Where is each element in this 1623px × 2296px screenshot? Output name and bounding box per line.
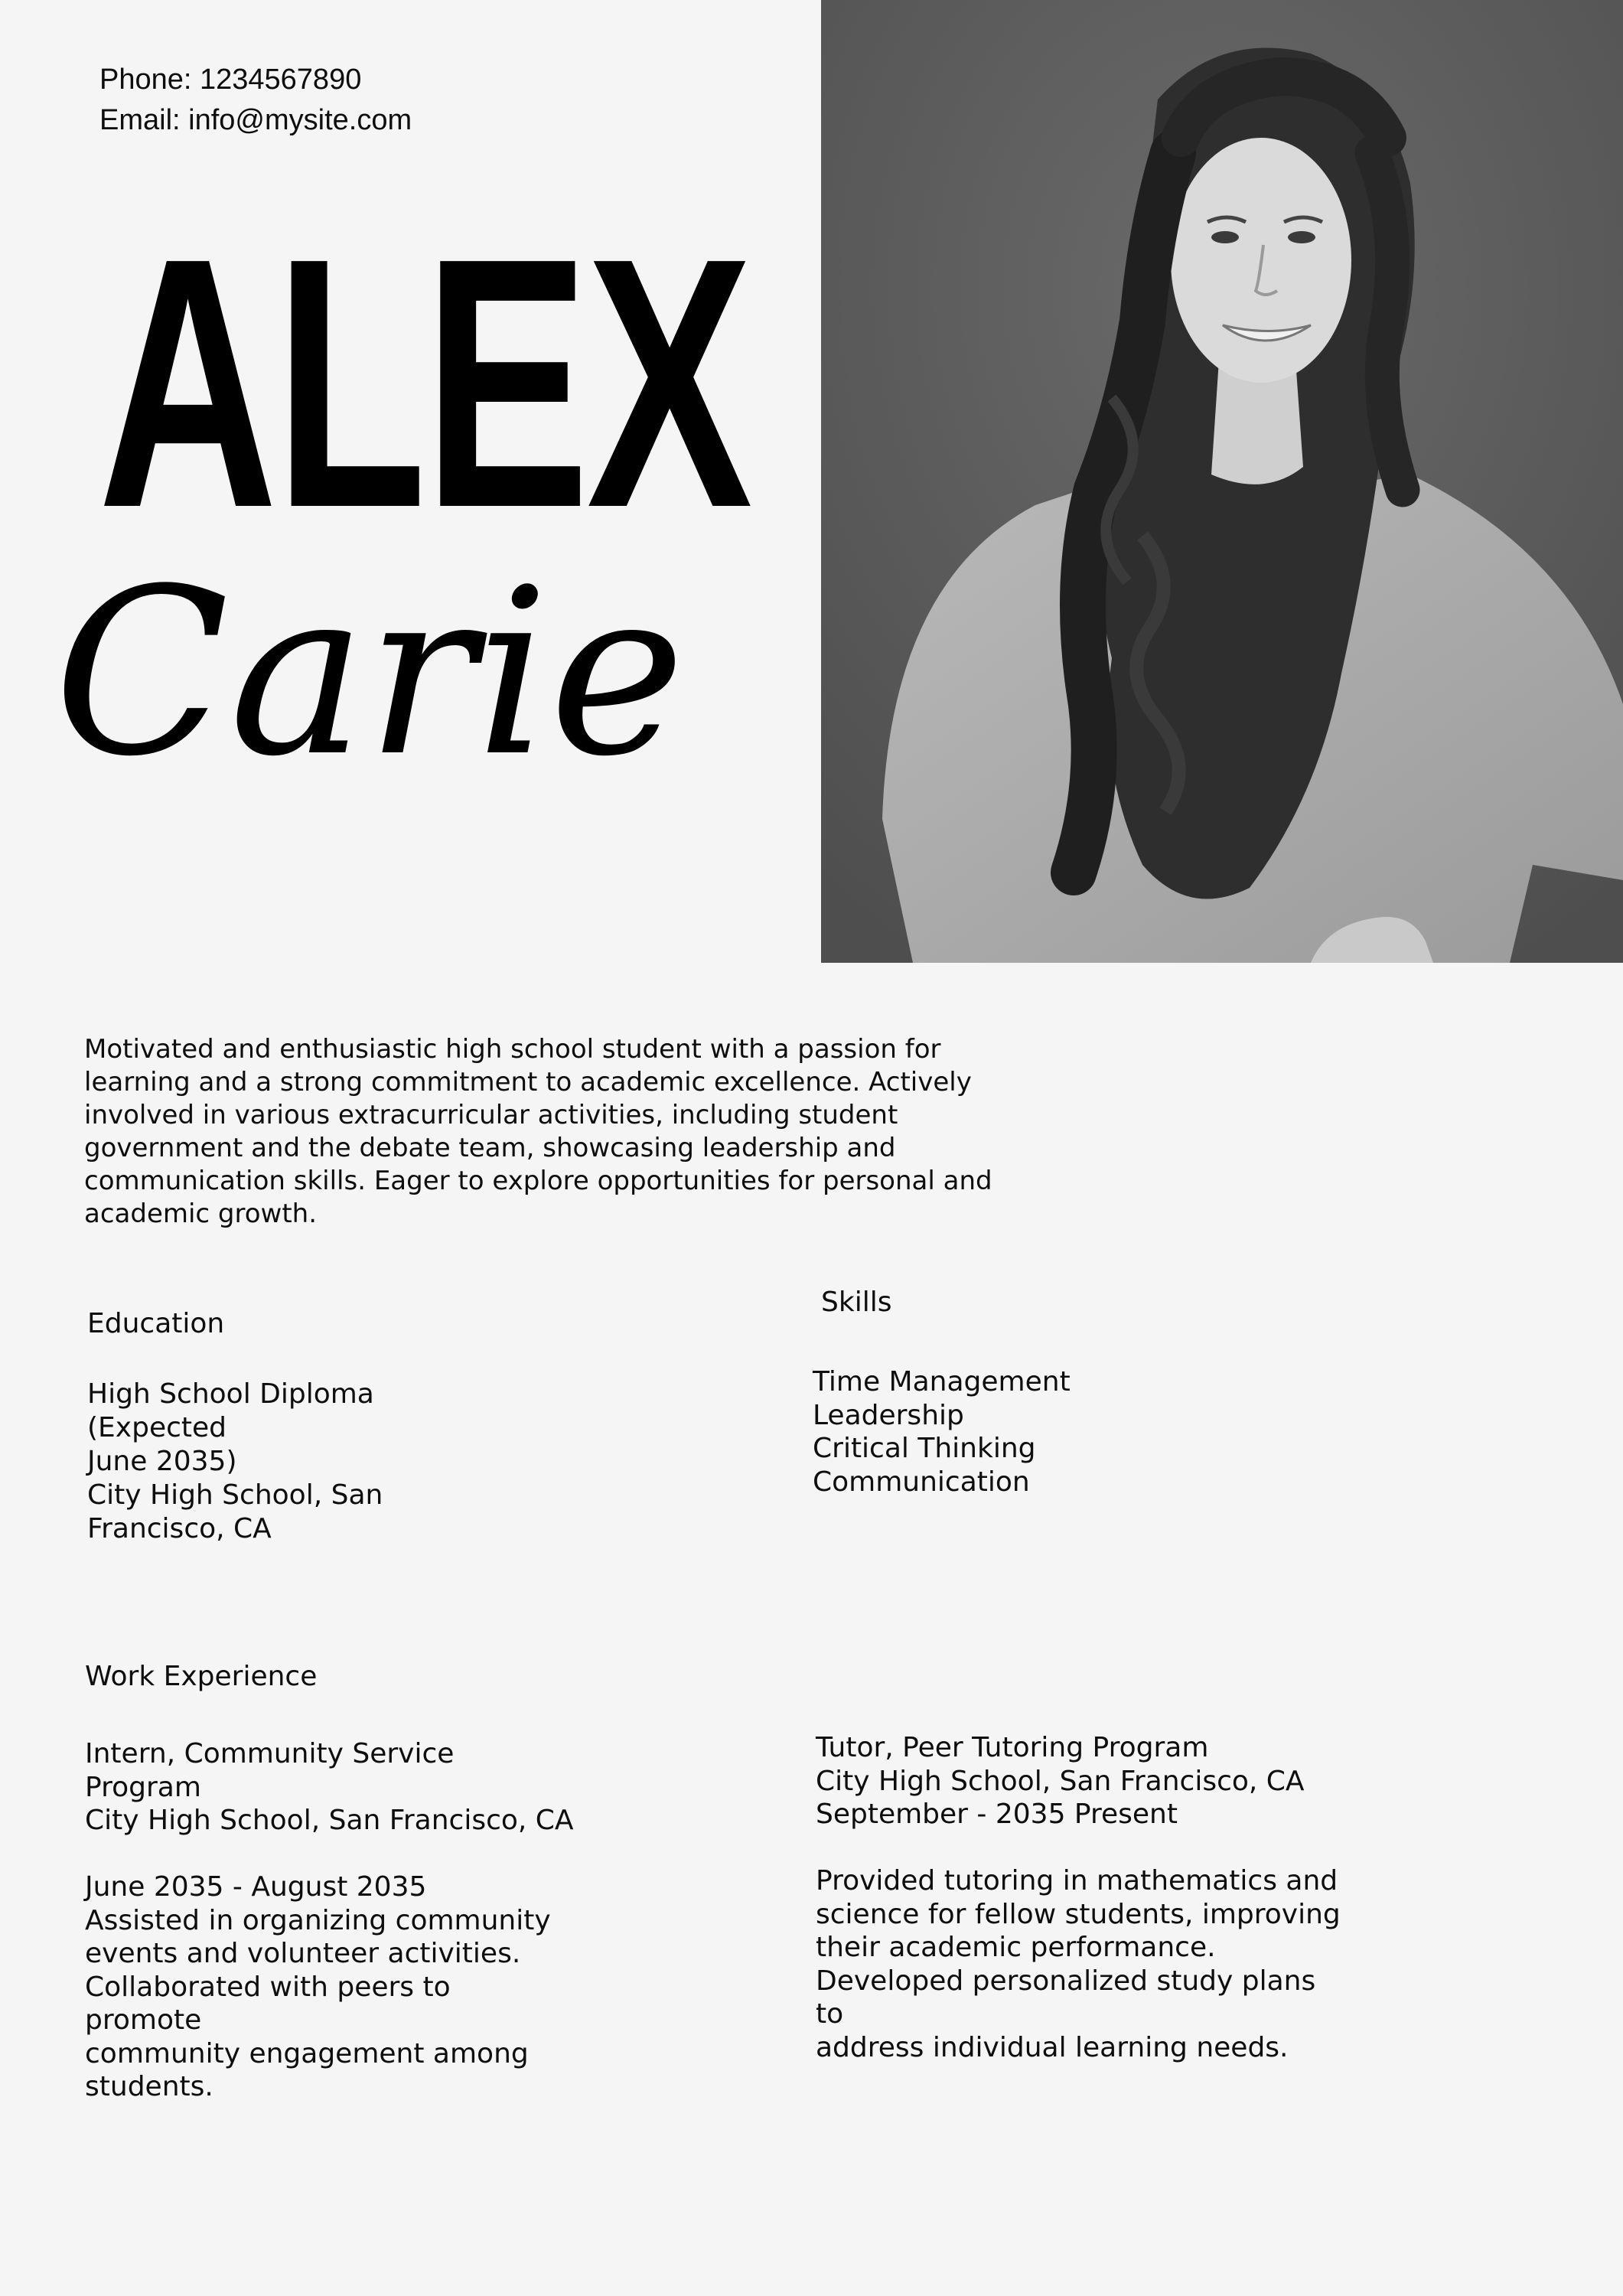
portrait-illustration	[821, 0, 1623, 963]
job-description-line: Developed personalized study plans to	[816, 1965, 1325, 2030]
phone-text: Phone: 1234567890	[99, 64, 362, 96]
first-name-heading: ALEX	[98, 184, 750, 582]
skill-item: Leadership	[813, 1399, 964, 1431]
last-name-script: Carie	[54, 540, 686, 807]
contact-info	[99, 60, 412, 141]
job-description-line: Collaborated with peers to promote	[85, 1971, 460, 2036]
skills-list	[813, 1365, 1071, 1499]
profile-photo	[821, 0, 1623, 963]
job-description-line: address individual learning needs.	[816, 2031, 1289, 2063]
job-organization: City High School, San Francisco, CA	[816, 1765, 1305, 1797]
education-line: City High School, San	[87, 1479, 383, 1511]
job-organization: City High School, San Francisco, CA	[85, 1805, 574, 1836]
email-text: Email: info@mysite.com	[99, 104, 412, 136]
job-description-line: Provided tutoring in mathematics and	[816, 1865, 1338, 1896]
job-description-line: community engagement among	[85, 2037, 529, 2069]
job-entry-intern	[85, 1737, 575, 2104]
skills-heading: Skills	[821, 1287, 892, 1318]
education-heading: Education	[87, 1308, 225, 1339]
job-title: Tutor, Peer Tutoring Program	[816, 1732, 1209, 1763]
job-description-line: their academic performance.	[816, 1932, 1216, 1963]
education-details	[87, 1378, 516, 1546]
job-description-line: Assisted in organizing community	[85, 1904, 551, 1936]
skill-item: Communication	[813, 1466, 1030, 1498]
skill-item: Critical Thinking	[813, 1433, 1036, 1464]
education-line: Francisco, CA	[87, 1513, 272, 1544]
job-description-line: science for fellow students, improving	[816, 1898, 1341, 1930]
job-description-line: students.	[85, 2071, 213, 2102]
work-experience-heading: Work Experience	[85, 1661, 318, 1692]
job-dates: September - 2035 Present	[816, 1799, 1178, 1830]
job-entry-tutor	[816, 1731, 1351, 2064]
profile-summary: Motivated and enthusiastic high school student with a passion for learning and a strong commitment to academic excellence. Actively involved in various extracurricular activities, including student government and the debate team, showcasing leadership and communication skills. Eager to explore opportunities for personal and academic growth.	[84, 1034, 992, 1229]
skill-item: Time Management	[813, 1366, 1071, 1397]
job-dates: June 2035 - August 2035	[85, 1871, 427, 1903]
job-title: Intern, Community Service Program	[85, 1738, 463, 1803]
education-line: High School Diploma (Expected	[87, 1378, 383, 1443]
education-line: June 2035)	[87, 1446, 237, 1477]
job-description-line: events and volunteer activities.	[85, 1938, 521, 1969]
